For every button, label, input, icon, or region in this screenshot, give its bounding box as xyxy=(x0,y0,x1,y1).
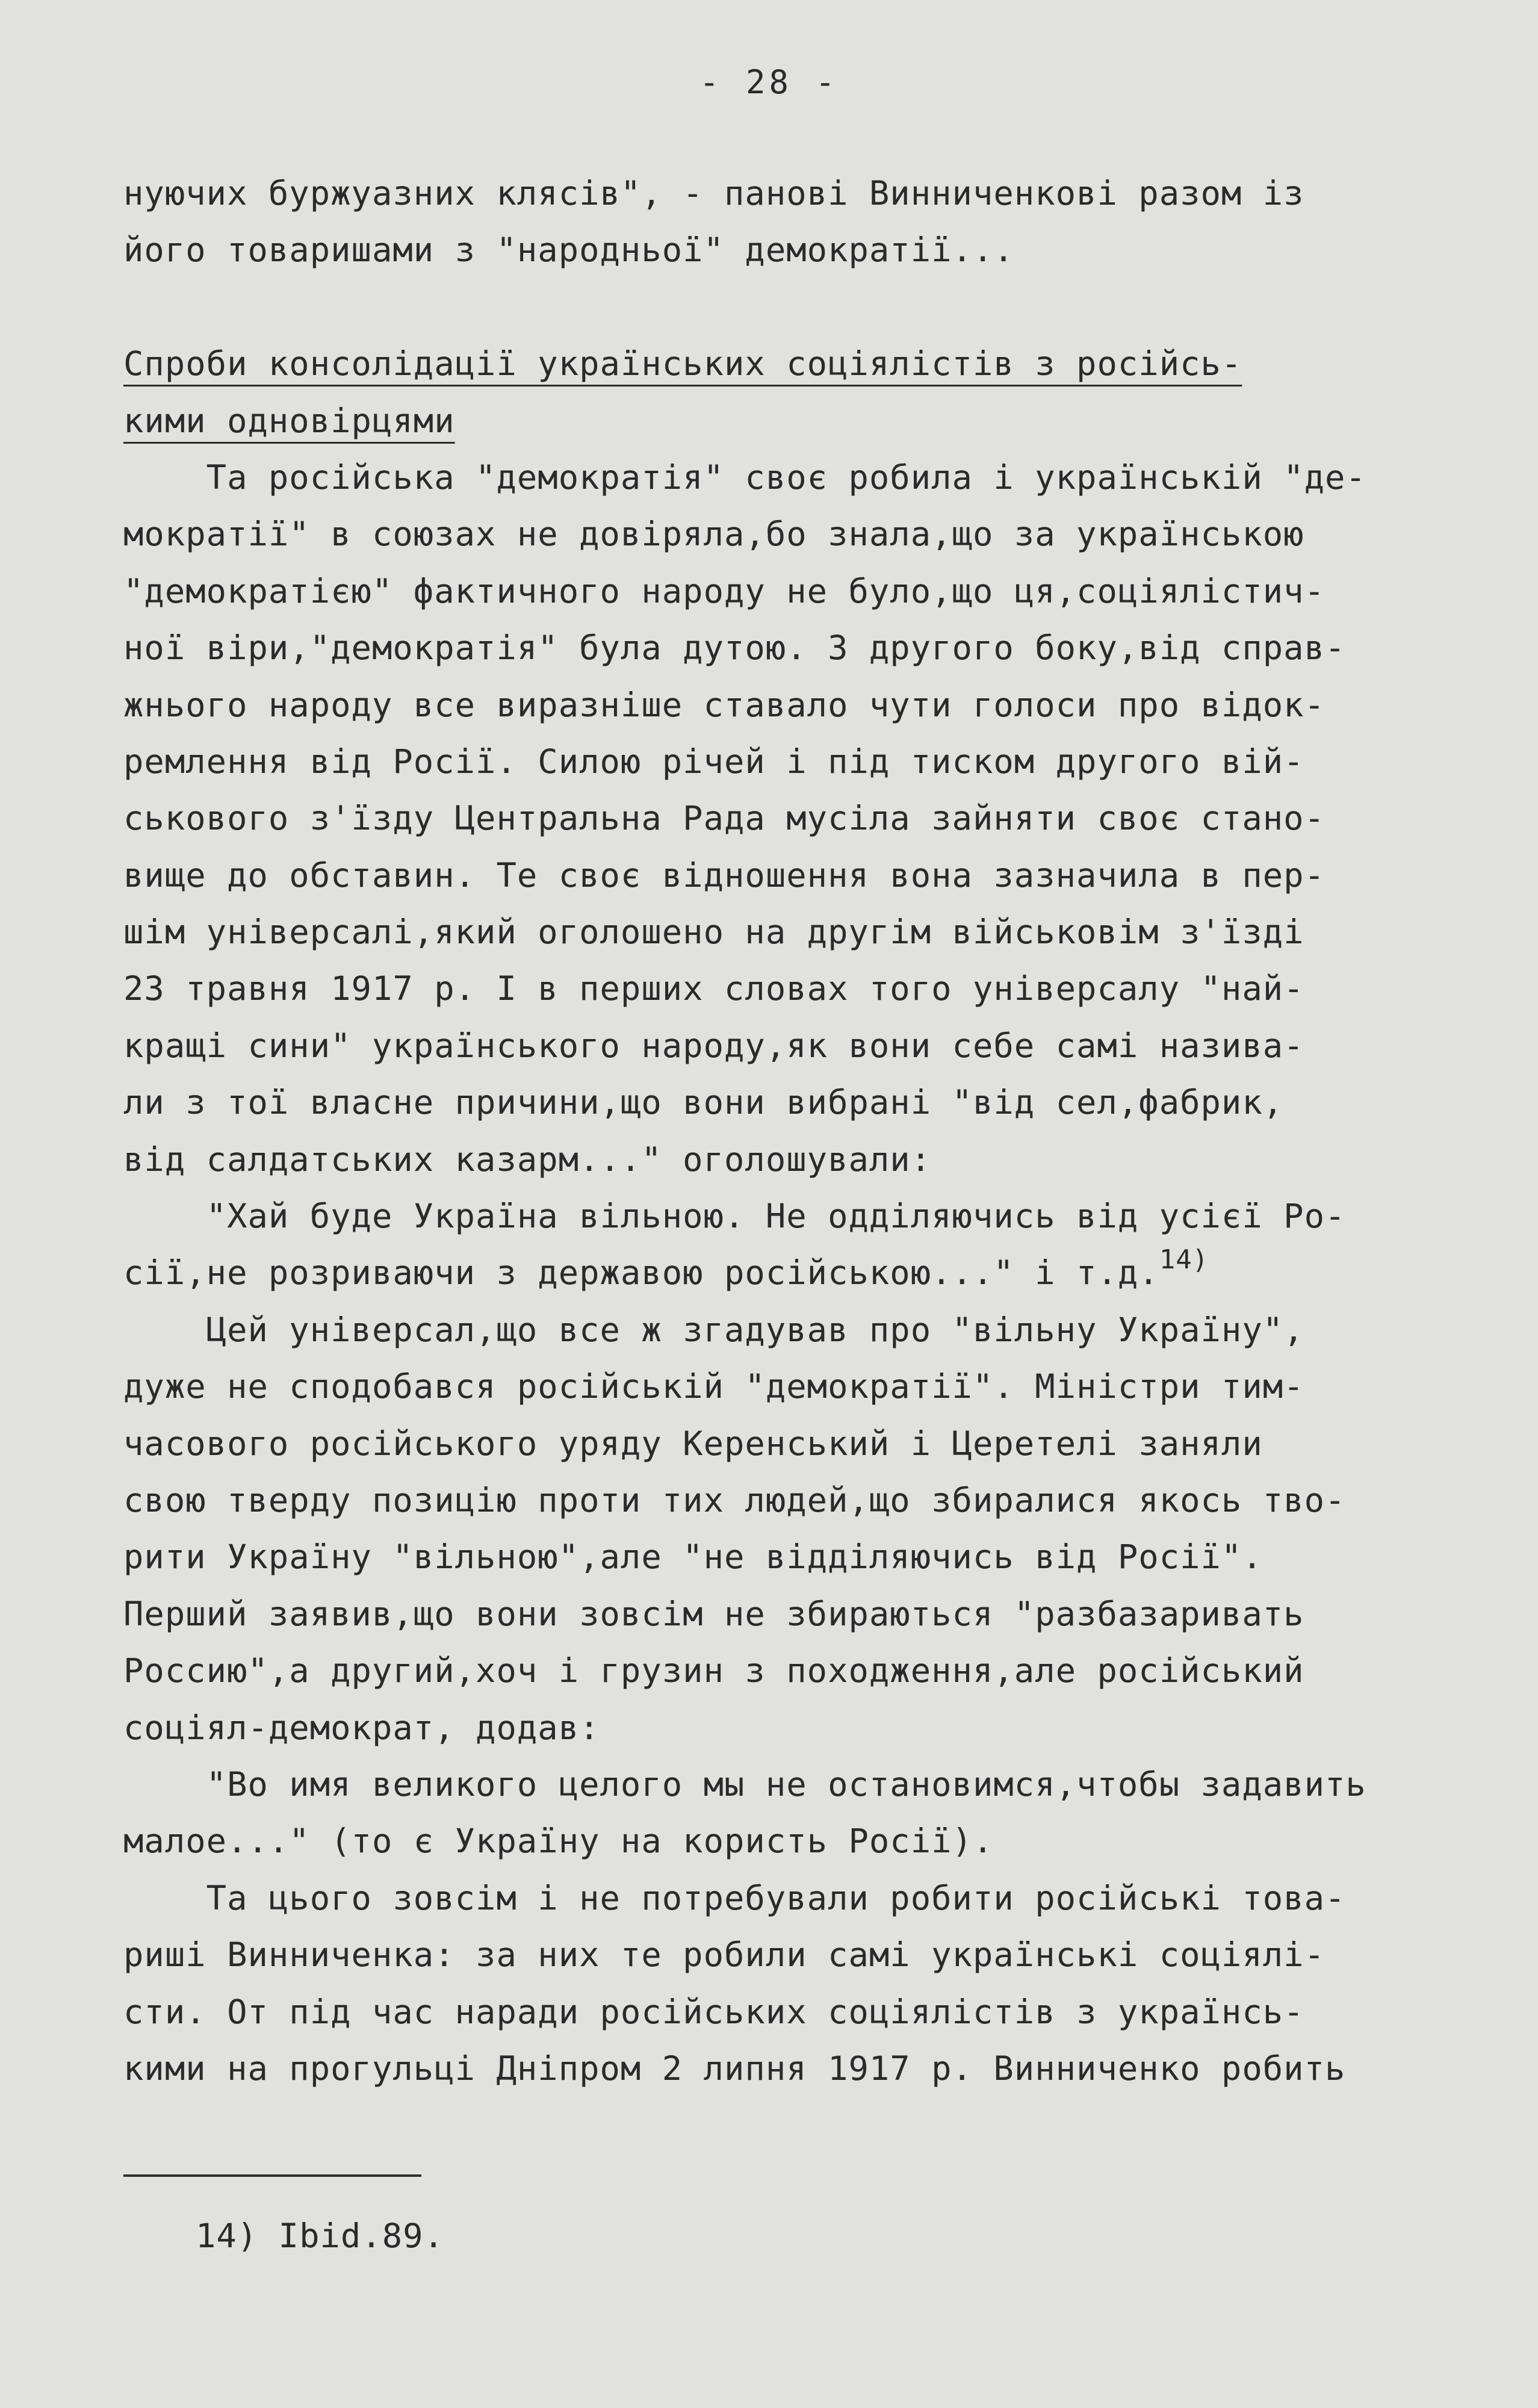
section-heading: кими одновірцями xyxy=(123,401,455,441)
text-line: часового російського уряду Керенський і Церетелі заняли xyxy=(123,1424,1263,1463)
text-line: рити Україну "вільною",але "не відділяючись від Росії". xyxy=(123,1538,1263,1577)
body-text xyxy=(123,166,1484,2097)
text-line: 23 травня 1917 р. І в перших словах того універсалу "най- xyxy=(123,969,1304,1009)
text-line: Цей універсал,що все ж згадував про "вільну Україну", xyxy=(123,1310,1304,1350)
text-line: Та російська "демократія" своє робила і українській "де- xyxy=(123,458,1366,497)
text-line-content: сії,не розриваючи з державою російською..." і т.д. xyxy=(123,1253,1159,1293)
section-heading: Спроби консолідації українських соціялістів з російсь- xyxy=(123,344,1242,384)
text-line: дуже не сподобався російській "демократії". Міністри тим- xyxy=(123,1367,1304,1407)
text-line: мократії" в союзах не довіряла,бо знала,що за українською xyxy=(123,515,1304,554)
blank-line xyxy=(123,279,1484,336)
text-line: нуючих буржуазних клясів", - панові Винниченкові разом із xyxy=(123,174,1304,213)
text-line: Перший заявив,що вони зовсім не збираються "разбазаривать xyxy=(123,1594,1304,1634)
text-line: кращі сини" українського народу,як вони себе самі назива- xyxy=(123,1026,1304,1066)
text-line: вище до обставин. Те своє відношення вона зазначила в пер- xyxy=(123,855,1326,895)
text-line: жнього народу все виразніше ставало чути голоси про відок- xyxy=(123,685,1326,725)
text-line: малое..." (то є Україну на користь Росії). xyxy=(123,1822,994,1861)
text-line: соціял-демократ, додав: xyxy=(123,1708,600,1748)
text-line: "демократією" фактичного народу не було,що ця,соціялістич- xyxy=(123,571,1326,611)
text-line: "Хай буде Україна вільною. Не одділяючись від усієї Ро- xyxy=(123,1197,1346,1237)
text-line: кими на прогульці Дніпром 2 липня 1917 р. Винниченко робить xyxy=(123,2049,1346,2088)
text-line: шім універсалі,який оголошено на другім військовім з'їзді xyxy=(123,913,1304,952)
text-line: від салдатських казарм..." оголошували: xyxy=(123,1140,932,1179)
text-line: ли з тої власне причини,що вони вибрані "від сел,фабрик, xyxy=(123,1083,1284,1123)
text-line: "Во имя великого целого мы не остановимся,чтобы задавить xyxy=(123,1764,1366,1804)
text-line: ної віри,"демократія" була дутою. З другого боку,від справ- xyxy=(123,628,1346,668)
text-line: риші Винниченка: за них те робили самі українські соціялі- xyxy=(123,1935,1326,1975)
footnote-divider xyxy=(123,2174,421,2177)
text-line-with-footnote xyxy=(123,1245,1484,1302)
text-line: сти. От під час наради російських соціялістів з українсь- xyxy=(123,1992,1304,2032)
footnote: 14) Ibid.89. xyxy=(196,2217,444,2256)
text-line: ремлення від Росії. Силою річей і під тиском другого вій- xyxy=(123,742,1304,781)
text-line: Россию",а другий,хоч і грузин з походження,але російський xyxy=(123,1651,1304,1691)
page-number: - 28 - xyxy=(699,63,839,101)
text-line: Та цього зовсім і не потребували робити російські това- xyxy=(123,1878,1346,1918)
text-line: ськового з'їзду Центральна Рада мусіла зайняти своє стано- xyxy=(123,799,1326,839)
text-line: його товаришами з "народньої" демократії... xyxy=(123,231,1014,270)
footnote-reference: 14) xyxy=(1159,1244,1209,1276)
text-line: свою тверду позицію проти тих людей,що збиралися якось тво- xyxy=(123,1480,1346,1520)
